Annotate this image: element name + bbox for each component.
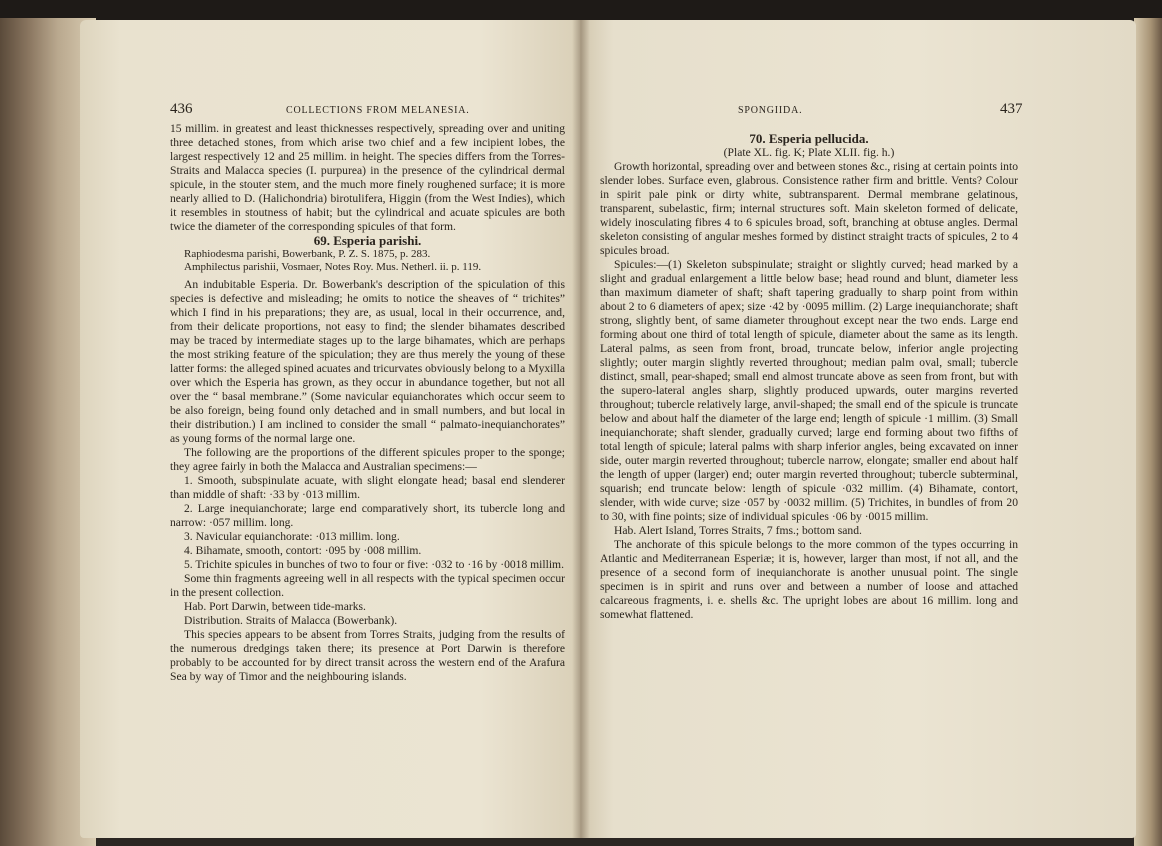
right-page-text — [600, 132, 1018, 622]
left-paragraph: 15 millim. in greatest and least thicknesses respectively, spreading over and uniting three detached stones, from which arise two chief and a few incipient lobes, the largest respectively 12 and 25 millim. in height. The species differs from the Torres-Straits and Malacca species (I. purpurea) in the presence of the cylindrical dermal spicule, in the stouter stem, and the much more finely roughened surface; it is more nearly allied to D. (Halichondria) birotulifera, Higgin (from the West Indies), which it resembles in stoutness of habit; but the cylindrical and acuate spicules are both twice the diameter of the corresponding spicules of that form. — [170, 122, 565, 233]
left-page-number: 436 — [170, 101, 193, 117]
plate-reference: (Plate XL. fig. K; Plate XLII. fig. h.) — [723, 146, 895, 159]
description-paragraph: Growth horizontal, spreading over and between stones &c., rising at certain points into slender lobes. Surface even, glabrous. Consistence rather firm and brittle. Vents? Colour in spirit pale pink or dirty white, subtransparent. Dermal membrane gelatinous, transparent, subelastic, firm; internal structures soft. Main skeleton formed of delicate, widely inosculating fibres 4 to 6 spicules broad, soft, branching at obtuse angles. Dermal skeleton consisting of angular meshes formed by distinct straight tracts of spicules, 2 to 4 spicules broad. — [600, 160, 1018, 257]
spicules-paragraph: Spicules:—(1) Skeleton subspinulate; straight or slightly curved; head marked by a slight and gradual enlargement a little below base; head round and blunt, diameter less than maximum diameter of shaft; shaft tapering gradually to sharp point from within about 2 to 6 diameters of apex; size ·42 by ·0095 millim. (2) Large inequianchorate; shaft strong, slightly bent, of same diameter throughout except near the two ends. Large end forming about one third of total length of spicule, diameter about the same as its length. Lateral palms, as seen from front, broad, truncate below, inferior angle projecting slightly; outer margin slightly reverted throughout; median palm oval, small; tubercle distinct, small, pear-shaped; small end almost truncate above as seen from front, but with the supero-lateral angles sharp, slightly produced upwards, outer margins reverted throughout; tubercle relatively large, anvil-shaped; the small end of the spicule is truncate below and about half the diameter of the large end; length of spicule ·1 millim. (3) Small inequianchorate; shaft slender, gradually curved; large end forming about two fifths of total length of spicule; lateral palms with sharp inferior angles, being excavated on inner side, outer margin reverted throughout; tubercle narrow, elongate; smaller end about half the length of upper (larger) end; outer margin reverted throughout; tubercle subterminal, squarish; end truncate below: length of spicule ·032 millim. (4) Bihamate, contort, slender, with wide curve; size ·057 by ·0032 millim. (5) Trichites, in bundles of from 20 to 30, with fine points; size of individual spicules ·06 by ·0015 millim. — [600, 258, 1018, 523]
book-gutter — [572, 20, 590, 838]
habitat-line: Hab. Port Darwin, between tide-marks. — [184, 600, 366, 613]
spicule-item: 1. Smooth, subspinulate acuate, with slight elongate head; basal end slenderer than middle of shaft: ·33 by ·013 millim. — [170, 474, 565, 501]
habitat-line: Hab. Alert Island, Torres Straits, 7 fms.; bottom sand. — [614, 524, 862, 537]
spicule-item: 3. Navicular equianchorate: ·013 millim. long. — [184, 530, 400, 543]
right-running-head: SPONGIIDA. — [738, 105, 803, 116]
spicule-item: 5. Trichite spicules in bunches of two to four or five: ·032 to ·16 by ·0018 millim. — [184, 558, 564, 571]
body-paragraph: The following are the proportions of the different spicules proper to the sponge; they agree fairly in both the Malacca and Australian specimens:— — [170, 446, 565, 473]
remarks-paragraph: The anchorate of this spicule belongs to the more common of the types occurring in Atlantic and Mediterranean Esperiæ; it is, however, larger than most, if not all, and the presence of a second form of inequianchorate is another unusual point. The single specimen is in spirit and runs over and between a number of loose and attached calcareous fragments, i. e. shells &c. The upright lobes are about 16 millim. long and somewhat flattened. — [600, 538, 1018, 621]
closing-paragraph: This species appears to be absent from Torres Straits, judging from the results of the numerous dredgings taken there; its presence at Port Darwin is therefore probably to be accounted for by direct transit across the western end of the Arafura Sea by way of Timor and the neighbouring islands. — [170, 628, 565, 683]
left-page-text — [170, 122, 565, 684]
body-paragraph: An indubitable Esperia. Dr. Bowerbank's description of the spiculation of this species is defective and misleading; he omits to notice the sheaves of “ trichites” which I find in his preparations; they are, as usual, local in their occurrence, and, from their delicate proportions, not easy to find; the slender bihamates described may be traced by intermediate stages up to the large bihamates, which are perhaps the most striking feature of the spiculation; they are thus merely the young of these latter forms: the alleged spined acuates and tricurvates obviously belong to a Myxilla over which the Esperia has grown, as they occur in abundance together, but not all over the “ basal membrane.” (Some navicular equianchorates which occur seem to be also foreign, being found only detached and in small numbers, and but local in their distribution.) I am inclined to consider the small “ palmato-inequianchorates” as young forms of the normal large one. — [170, 278, 565, 445]
closing-paragraph: Some thin fragments agreeing well in all respects with the typical specimen occur in the present collection. — [170, 572, 565, 599]
right-page-number: 437 — [1000, 101, 1023, 117]
spicule-item: 2. Large inequianchorate; large end comparatively short, its tubercle long and narrow: ·057 millim. long. — [170, 502, 565, 529]
left-running-head: COLLECTIONS FROM MELANESIA. — [286, 105, 470, 116]
synonym-line: Amphilectus parishii, Vosmaer, Notes Roy. Mus. Netherl. ii. p. 119. — [184, 261, 482, 273]
species-heading-70: 70. Esperia pellucida. — [749, 131, 869, 146]
spicule-item: 4. Bihamate, smooth, contort: ·095 by ·008 millim. — [184, 544, 422, 557]
scanner-edge — [0, 0, 1162, 22]
species-heading-69: 69. Esperia parishi. — [313, 233, 422, 248]
synonym-line: Raphiodesma parishi, Bowerbank, P. Z. S. 1875, p. 283. — [184, 248, 431, 260]
right-page-edges — [1134, 18, 1162, 846]
distribution-line: Distribution. Straits of Malacca (Bowerbank). — [184, 614, 398, 627]
